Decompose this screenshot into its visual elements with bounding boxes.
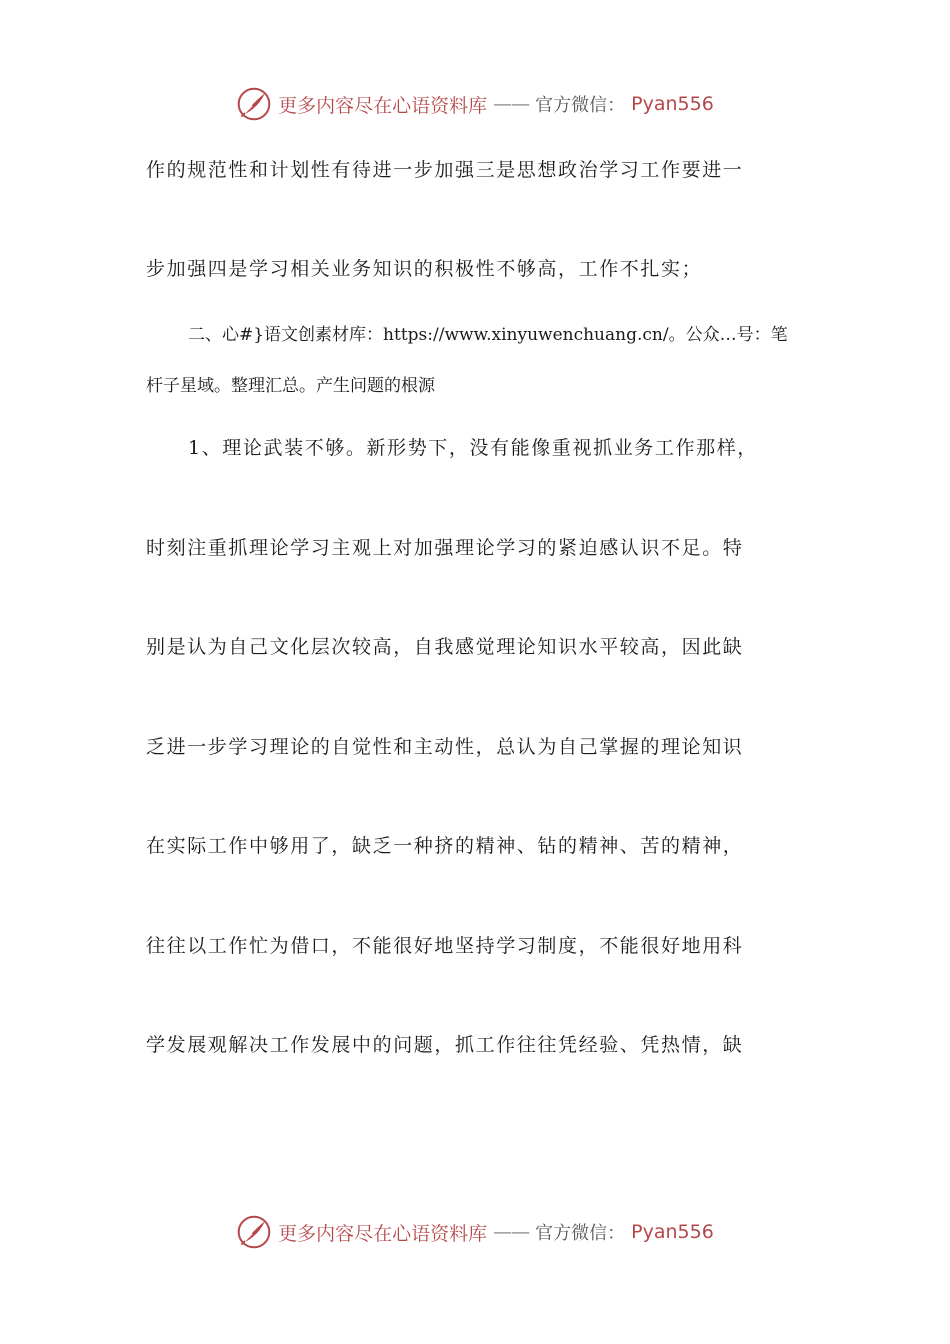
body-line-3: 二、心#}语文创素材库：https://www.xinyuwenchuang.cn/。公众…号：笔: [188, 325, 788, 345]
footer-banner: [0, 1212, 950, 1252]
banner-title: 更多内容尽在心语资料库: [278, 1222, 488, 1245]
body-line-1: 作的规范性和计划性有待进一步加强三是思想政治学习工作要进一: [146, 159, 744, 181]
banner-dash: ——: [493, 93, 530, 115]
banner-wechat-label: 官方微信：: [535, 1223, 626, 1244]
banner-title: 更多内容尽在心语资料库: [278, 94, 488, 117]
body-line-10: 往往以工作忙为借口，不能很好地坚持学习制度，不能很好地用科: [146, 935, 744, 957]
header-banner: [0, 84, 950, 124]
body-line-11: 学发展观解决工作发展中的问题，抓工作往往凭经验、凭热情，缺: [146, 1034, 744, 1056]
body-line-4: 杆子星域。整理汇总。产生问题的根源: [146, 376, 435, 396]
body-line-6: 时刻注重抓理论学习主观上对加强理论学习的紧迫感认识不足。特: [146, 537, 744, 559]
quill-logo-icon: [236, 1214, 272, 1250]
banner-wechat-label: 官方微信：: [535, 95, 626, 116]
banner-wechat-id: Pyan556: [631, 93, 714, 115]
body-line-9: 在实际工作中够用了，缺乏一种挤的精神、钻的精神、苦的精神，: [146, 835, 744, 857]
banner-dash: ——: [493, 1221, 530, 1243]
body-line-7: 别是认为自己文化层次较高，自我感觉理论知识水平较高，因此缺: [146, 636, 744, 658]
body-line-2: 步加强四是学习相关业务知识的积极性不够高，工作不扎实；: [146, 258, 703, 280]
body-line-5: 1、理论武装不够。新形势下，没有能像重视抓业务工作那样，: [188, 437, 758, 459]
banner-wechat-id: Pyan556: [631, 1221, 714, 1243]
body-line-8: 乏进一步学习理论的自觉性和主动性，总认为自己掌握的理论知识: [146, 736, 744, 758]
quill-logo-icon: [236, 86, 272, 122]
